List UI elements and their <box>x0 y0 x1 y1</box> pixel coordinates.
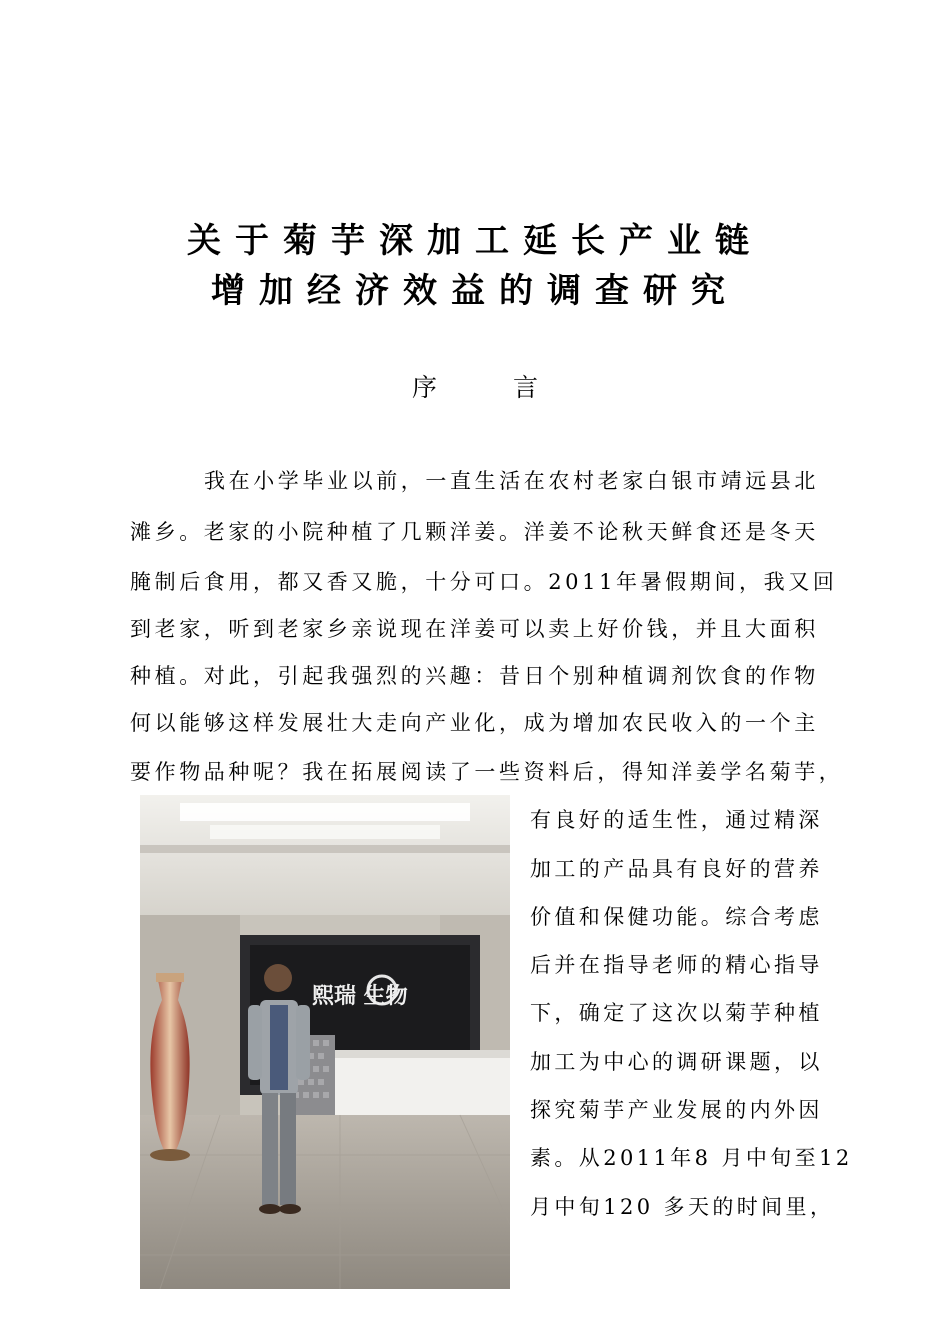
paragraph-line: 种植。对此，引起我强烈的兴趣：昔日个别种植调剂饮食的作物 <box>130 664 819 688</box>
preface-heading-char-2: 言 <box>513 373 539 402</box>
paragraph-line: 腌制后食用，都又香又脆，十分可口。2011年暑假期间，我又回 <box>130 570 838 594</box>
preface-heading-char-1: 序 <box>411 373 437 402</box>
paragraph-side-line: 有良好的适生性，通过精深 <box>530 808 823 832</box>
report-title-line-1: 关于菊芋深加工延长产业链 <box>187 221 763 261</box>
paragraph-side-line: 素。从2011年8 月中旬至12 <box>530 1146 853 1170</box>
paragraph-line: 要作物品种呢？我在拓展阅读了一些资料后，得知洋姜学名菊芋， <box>130 760 844 784</box>
paragraph-line: 到老家，听到老家乡亲说现在洋姜可以卖上好价钱，并且大面积 <box>130 617 819 641</box>
paragraph-side-line: 探究菊芋产业发展的内外因 <box>530 1098 823 1122</box>
paragraph-side-line: 下，确定了这次以菊芋种植 <box>530 1001 823 1025</box>
preface-heading <box>0 368 950 404</box>
photo-sign-text: 熙瑞 生物 <box>312 984 408 1009</box>
paragraph-side-line: 加工的产品具有良好的营养 <box>530 857 823 881</box>
paragraph-line: 滩乡。老家的小院种植了几颗洋姜。洋姜不论秋天鲜食还是冬天 <box>130 520 819 544</box>
paragraph-side-line: 月中旬120 多天的时间里， <box>530 1195 835 1219</box>
paragraph-line: 何以能够这样发展壮大走向产业化，成为增加农民收入的一个主 <box>130 711 819 735</box>
lobby-photo <box>140 795 510 1289</box>
paragraph-side-line: 加工为中心的调研课题，以 <box>530 1050 823 1074</box>
paragraph-line: 我在小学毕业以前，一直生活在农村老家白银市靖远县北 <box>204 469 819 493</box>
report-title-line-2: 增加经济效益的调查研究 <box>211 271 739 311</box>
paragraph-side-line: 后并在指导老师的精心指导 <box>530 953 823 977</box>
paragraph-side-line: 价值和保健功能。综合考虑 <box>530 905 823 929</box>
